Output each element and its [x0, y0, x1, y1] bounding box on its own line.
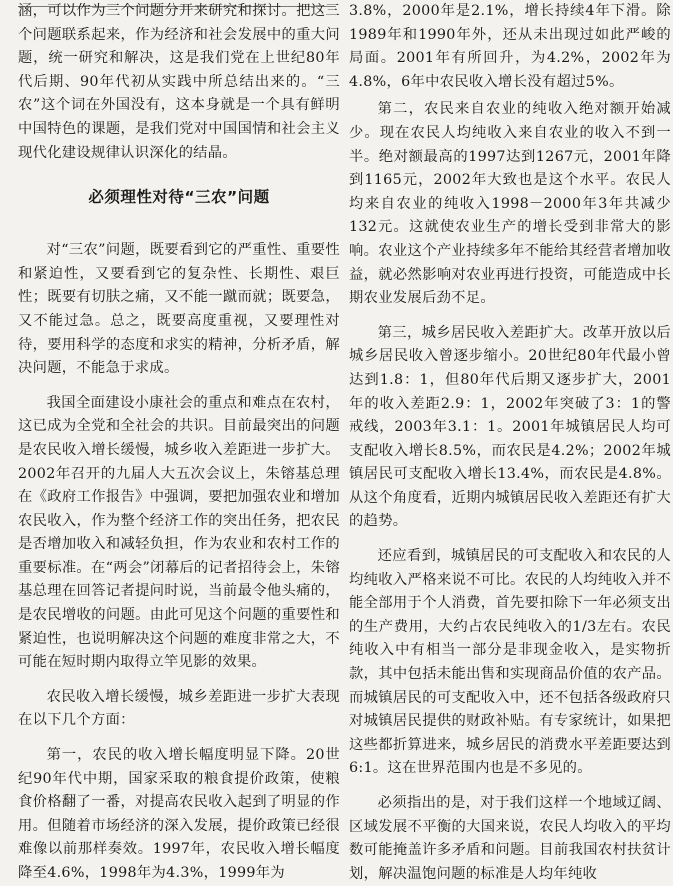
paragraph: 还应看到，城镇居民的可支配收入和农民的人均纯收入严格来说不可比。农民的人均纯收入并不能全部用于个人消费，首先要扣除下一年必须支出的生产费用，大约占农民纯收入的1/3左右。农民纯收入中有相当一部分是非现金收入，是实物折款，其中包括未能出售和实现商品价值的农产品。而城镇居民的可支配收入中，还不包括各级政府只对城镇居民提供的财政补贴。有专家统计，如果把这些都折算进来，城乡居民的消费水平差距要达到6:1。这在世界范围内也是不多见的。 [349, 548, 671, 777]
paragraph: 我国全面建设小康社会的重点和难点在农村，这已成为全党和全社会的共识。目前最突出的问题是农民收入增长缓慢，城乡收入差距进一步扩大。2002年召开的九届人大五次会议上，朱镕基总理在《政府工作报告》中强调，要把加强农业和增加农民收入，作为整个经济工作的突出任务，把农民是否增加收入和减轻负担，作为农业和农村工作的重要标准。在“两会”闭幕后的记者招待会上，朱镕基总理在回答记者提问时说，当前最令他头痛的，是农民增收的问题。由此可见这个问题的重要性和紧迫性，也说明解决这个问题的难度非常之大，不可能在短时期内取得立竿见影的效果。 [18, 394, 340, 671]
paragraph: 第三，城乡居民收入差距扩大。改革开放以后城乡居民收入曾逐步缩小。20世纪80年代最小曾达到1.8：1，但80年代后期又逐步扩大，2001年的收入差距2.9：1，2002年突破了3：1的警戒线，2003年3.1：1。2001年城镇居民人均可支配收入增长8.5%，而农民是4.2%；2002年城镇居民可支配收入增长13.4%，而农民是4.8%。从这个角度看，近期内城镇居民收入差距还有扩大的趋势。 [349, 324, 671, 530]
paragraph-continued: 3.8%，2000年是2.1%，增长持续4年下滑。除1989年和1990年外，还从未出现过如此严峻的局面。2001年有所回升，为4.2%，2002年为4.8%，6年中农民收入增长没有超过5%。 [349, 3, 671, 90]
right-column [349, 0, 671, 886]
paragraph: 对“三农”问题，既要看到它的严重性、重要性和紧迫性，又要看到它的复杂性、长期性、艰巨性；既要有切肤之痛，又不能一蹴而就；既要急，又不能过急。总之，既要高度重视，又要理性对待，要用科学的态度和求实的精神，分析矛盾，解决问题，不能急于求成。 [18, 242, 340, 377]
paragraph-intro-continued: 涵，可以作为三个问题分开来研究和探讨。把这三个问题联系起来，作为经济和社会发展中的重大问题，统一研究和解决，这是我们党在上世纪80年代后期、90年代初从实践中所总结出来的。“三农”这个词在外国没有，这本身就是一个具有鲜明中国特色的课题，是我们党对中国国情和社会主义现代化建设规律认识深化的结晶。 [18, 3, 340, 161]
paragraph: 第一，农民的收入增长幅度明显下降。20世纪90年代中期，国家采取的粮食提价政策，使粮食价格翻了一番，对提高农民收入起到了明显的作用。但随着市场经济的深入发展，提价政策已经很难像以前那样奏效。1997年，农民收入增长幅度降至4.6%，1998年为4.3%，1999年为 [18, 747, 340, 881]
paragraph: 必须指出的是，对于我们这样一个地域辽阔、区域发展不平衡的大国来说，农民人均收入的平均数可能掩盖许多矛盾和问题。目前我国农村扶贫计划，解决温饱问题的标准是人均年纯收 [349, 795, 671, 882]
paragraph: 农民收入增长缓慢，城乡差距进一步扩大表现在以下几个方面： [18, 688, 340, 729]
left-column [18, 0, 340, 886]
paragraph: 第二，农民来自农业的纯收入绝对额开始减少。现在农民人均纯收入来自农业的收入不到一半。绝对额最高的1997达到1267元，2001年降到1165元，2002年大致也是这个水平。农民人均来自农业的纯收入1998－2000年3年共减少132元。这就使农业生产的增长受到非常大的影响。农业这个产业持续多年不能给其经营者增加收益，就必然影响对农业再进行投资，可能造成中长期农业发展后劲不足。 [349, 101, 671, 307]
section-heading: 必须理性对待“三农”问题 [88, 188, 270, 207]
